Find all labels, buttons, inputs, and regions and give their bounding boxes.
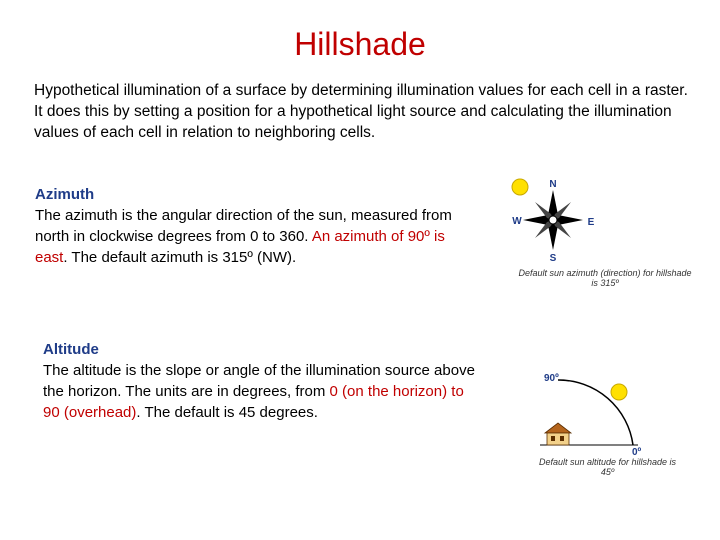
altitude-caption-line2: 45º [600, 467, 615, 477]
altitude-text-highlight: 0 (on the horizon) to 90 (overhead) [43, 383, 464, 421]
altitude-text-2: . The default is 45 degrees. [136, 404, 318, 421]
compass-east-label: E [587, 217, 595, 228]
sun-icon [611, 384, 627, 400]
azimuth-caption-line2: is 315º [591, 278, 619, 288]
altitude-section [43, 339, 483, 423]
compass-rose-icon [523, 190, 583, 250]
altitude-top-label: 90º [544, 373, 559, 384]
azimuth-caption-line1: Default sun azimuth (direction) for hillshade [518, 268, 692, 278]
intro-paragraph: Hypothetical illumination of a surface by determining illumination values for each cell in a raster. It does this by setting a position for a hypothetical light source and calculating the illumination values of each cell in relation to neighboring cells. [34, 82, 688, 141]
slide-title: Hillshade [294, 26, 426, 62]
compass-north-label: N [549, 179, 557, 190]
azimuth-text-highlight: An azimuth of 90º is east [35, 228, 445, 266]
azimuth-heading: Azimuth [35, 186, 95, 203]
altitude-caption-line1: Default sun altitude for hillshade is [538, 457, 677, 467]
azimuth-text-2: . The default azimuth is 315º (NW). [63, 249, 297, 266]
azimuth-text-1: The azimuth is the angular direction of the sun, measured from north in clockwise degrees from 0 to 360. [35, 207, 452, 245]
compass-south-label: S [549, 253, 557, 264]
altitude-heading: Altitude [43, 341, 99, 358]
compass-west-label: W [512, 216, 522, 227]
altitude-text-1: The altitude is the slope or angle of the illumination source above the horizon. The units are in degrees, from [43, 362, 475, 400]
sun-icon [512, 179, 528, 195]
azimuth-section [35, 184, 475, 268]
altitude-bottom-label: 0º [632, 447, 642, 458]
house-icon [545, 423, 571, 445]
